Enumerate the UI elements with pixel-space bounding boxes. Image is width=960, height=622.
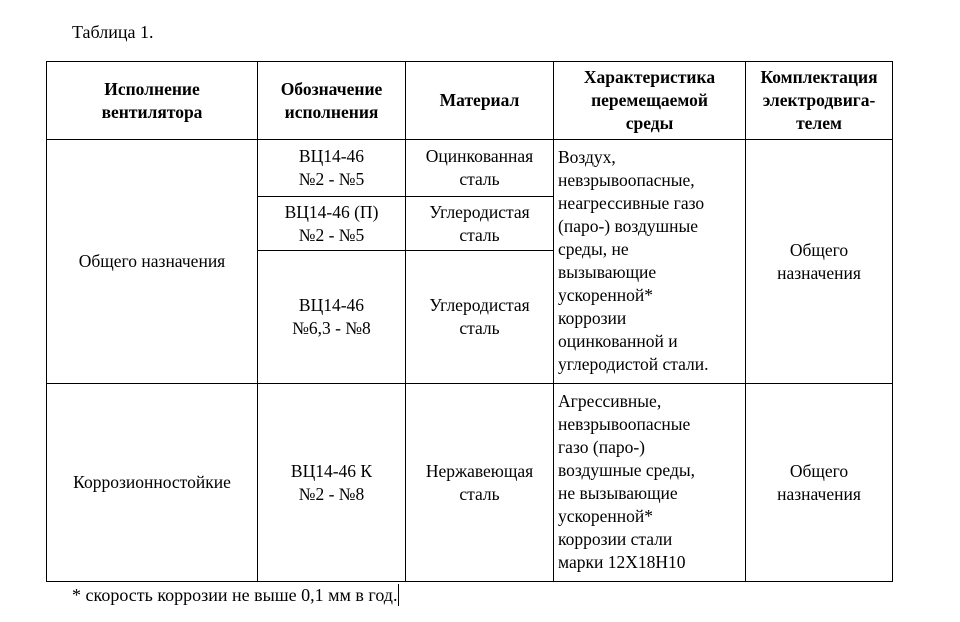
execution-corrosion-cell: Коррозионностойкие — [47, 384, 258, 582]
footnote — [72, 584, 399, 606]
designation-cell: ВЦ14-46 №2 - №5 — [258, 140, 406, 197]
execution-general-cell: Общего назначения — [47, 140, 258, 384]
header-designation: Обозначение исполнения — [258, 62, 406, 140]
header-medium: Характеристика перемещаемой среды — [554, 62, 746, 140]
designation-cell: ВЦ14-46 (П) №2 - №5 — [258, 197, 406, 251]
specification-table — [46, 61, 893, 582]
table-row — [47, 140, 893, 197]
material-cell: Углеродистая сталь — [406, 197, 554, 251]
motor-corrosion-cell: Общего назначения — [746, 384, 893, 582]
header-motor: Комплектация электродвига- телем — [746, 62, 893, 140]
footnote-text: * скорость коррозии не выше 0,1 мм в год. — [72, 585, 398, 605]
medium-general-cell: Воздух, невзрывоопасные, неагрессивные газо (паро-) воздушные среды, не вызывающие ускоренной* коррозии оцинкованной и углеродистой стали. — [554, 140, 746, 384]
designation-cell: ВЦ14-46 К №2 - №8 — [258, 384, 406, 582]
medium-corrosion-cell: Агрессивные, невзрывоопасные газо (паро-) воздушные среды, не вызывающие ускоренной* коррозии стали марки 12Х18Н10 — [554, 384, 746, 582]
material-cell: Углеродистая сталь — [406, 251, 554, 384]
material-cell: Нержавеющая сталь — [406, 384, 554, 582]
table-row — [47, 384, 893, 582]
motor-general-cell: Общего назначения — [746, 140, 893, 384]
header-execution: Исполнение вентилятора — [47, 62, 258, 140]
material-cell: Оцинкованная сталь — [406, 140, 554, 197]
header-row — [47, 62, 893, 140]
text-cursor — [398, 584, 399, 606]
header-material: Материал — [406, 62, 554, 140]
designation-cell: ВЦ14-46 №6,3 - №8 — [258, 251, 406, 384]
table-caption: Таблица 1. — [72, 22, 154, 42]
